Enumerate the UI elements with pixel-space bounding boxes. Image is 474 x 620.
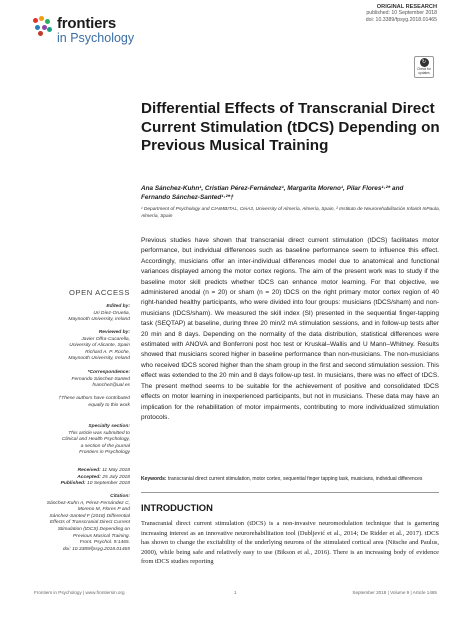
reviewer-1-name[interactable]: Javier Olfra-Cucarella, — [81, 336, 130, 342]
published-label: Published: — [60, 481, 86, 487]
equal-contribution-line-2: equally to this work — [88, 402, 130, 408]
reviewed-by-label: Reviewed by: — [98, 330, 130, 335]
correspondence-name: Fernando Sánchez-Santed — [71, 376, 130, 382]
citation-block — [35, 494, 130, 553]
abstract: Previous studies have shown that transcranial direct current stimulation (tDCS) facilitates motor performance, but individual differences such as baseline performance seem to influence this effect. Accordingly, musicians offer an inter-individual differences model due to anatomical and functional variances displayed among the motor cortex regions. The aim of the present work was to study if the baseline motor skill predicts whether tDCS can enhance motor learning. For that objective, we administered anodal (n = 20) or sham (n = 20) tDCS on the right primary motor cortex region of 40 right-handed healthy participants, who were divided into four groups: musicians (tDCS/sham) and non-musicians (tDCS/sham). We measured the skill index (SI) presented in the sequential finger-tapping task (SEQTAP) at baseline, during three 20 min/2 mA stimulation sessions, and in follow-up tests after 20 min and 8 days. Depending on the normality of the data distribution, statistical differences were estimated with ANOVA and Bonferroni post hoc test or Kruskal–Wallis and U Mann–Whitney. Results showed that musicians scored higher in baseline performance than non-musicians. The non-musicians who received tDCS scored higher than the sham group in the first and second stimulation session. This effect was extended to the 20 min and 8 days follow-up test. In musicians, there was no effect of tDCS. The present method seems to be suitable for the achievement of positive and consolidated tDCS effects on motor learning in inexperienced participants, but not in musicians. These data may have an implication for the rehabilitation of motor impairments, contributing to more individualized stimulation protocols. — [141, 237, 439, 421]
introduction-heading: INTRODUCTION — [141, 502, 213, 513]
correspondence-email[interactable]: fsanchez@ual.es — [92, 383, 130, 389]
equal-contribution-line-1: †These authors have contributed — [58, 396, 130, 401]
author-list — [141, 184, 441, 203]
footer-volume-info: September 2018 | Volume 9 | Article 1465 — [352, 590, 437, 595]
frontiers-dots-icon — [33, 16, 53, 38]
edited-by-label: Edited by: — [106, 304, 130, 309]
published-date: published: 10 September 2018 — [366, 10, 437, 17]
specialty-line-4: Frontiers in Psychology — [79, 450, 130, 456]
specialty-line-2: Clinical and Health Psychology, — [61, 437, 130, 443]
correspondence-label: *Correspondence: — [87, 370, 130, 375]
received-value: 11 May 2018 — [102, 468, 130, 473]
page-header — [0, 0, 474, 80]
specialty-section-label: Specialty section: — [88, 424, 130, 429]
logo-journal-name: in Psychology — [57, 31, 135, 45]
refresh-icon: ↻ — [420, 58, 429, 67]
authors-line-2[interactable]: Fernando Sánchez-Santed¹·²*† — [141, 194, 234, 202]
reviewer-2-affiliation: Maynooth University, Ireland — [68, 356, 130, 362]
editor-name[interactable]: Uri Díez-Oruetia, — [93, 310, 130, 316]
footer-journal-link[interactable]: Frontiers in Psychology | www.frontiersin.org — [34, 590, 125, 595]
doi-link[interactable]: doi: 10.3389/fpsyg.2018.01465 — [365, 16, 437, 23]
citation-line-3: Sánchez-Santed F (2018) Differential — [49, 513, 130, 519]
keywords-label: Keywords: — [141, 476, 167, 482]
page-number: 1 — [234, 590, 237, 595]
citation-line-5: Stimulation (tDCS) Depending on — [57, 526, 130, 532]
published-date-side — [35, 481, 130, 488]
accepted-label: Accepted: — [77, 474, 101, 480]
open-access-label: OPEN ACCESS — [68, 288, 130, 297]
frontiers-logo[interactable] — [33, 16, 163, 46]
reviewed-by-block — [35, 330, 130, 363]
check-for-updates-label: Check for updates — [417, 67, 431, 75]
citation-line-7: Front. Psychol. 9:1465. — [79, 540, 130, 546]
introduction-text: Transcranial direct current stimulation (tDCS) is a non-invasive neuromodulation technique that is garnering increasing interest as an innovative neurorehabilitation tool (Dubljević et al., 2014; De Ridder et al., 2017). tDCS has shown to change the excitability of the underlying neurons of the stimulated cortical area (Nitsche and Paulus, 2000), while being safe and relatively easy to use (Bikson et al., 2016). There is an increasing body of evidence from tDCS studies reporting — [141, 520, 439, 566]
authors-line-1[interactable]: Ana Sánchez-Kuhn¹, Cristian Pérez-Fernández¹, Margarita Moreno¹, Pilar Flores¹·²* and — [141, 185, 404, 192]
reviewer-1-affiliation: University of Alicante, Spain — [69, 343, 130, 349]
article-title: Differential Effects of Transcranial Direct Current Stimulation (tDCS) Depending on Previous Musical Training — [141, 100, 440, 154]
edited-by-block — [35, 304, 130, 324]
editor-affiliation: Maynooth University, Ireland — [68, 317, 130, 323]
citation-line-6: Previous Musical Training. — [73, 533, 130, 539]
article-type: ORIGINAL RESEARCH — [376, 4, 437, 10]
received-date — [35, 468, 130, 475]
citation-label: Citation: — [110, 494, 130, 499]
affiliations: ¹ Department of Psychology and CIAIMBITAL, CeiA3, University of Almería, Almería, Spain, ² Instituto de Neurorehabilitación InfantiI InPaula, Almería, Spain — [141, 207, 440, 220]
published-value: 10 September 2018 — [87, 481, 130, 487]
section-divider — [141, 492, 439, 493]
article-meta — [366, 4, 437, 23]
check-for-updates-button[interactable] — [414, 56, 434, 78]
dates-block — [35, 468, 130, 488]
accepted-value: 25 July 2018 — [102, 474, 130, 480]
equal-contribution-note — [35, 396, 130, 409]
citation-line-1: Sánchez-Kuhn A, Pérez-Fernández C, — [46, 500, 130, 506]
specialty-line-1: This article was submitted to — [68, 430, 130, 436]
keywords-list: transcranial direct current stimulation, motor cortex, sequential finger tapping task, musicians, individual differences — [167, 476, 423, 482]
received-label: Received: — [77, 468, 101, 473]
citation-line-4: Effects of Transcranial Direct Current — [49, 520, 130, 526]
correspondence-block — [35, 370, 130, 390]
reviewer-2-name[interactable]: Richard A. P. Roche, — [85, 349, 130, 355]
specialty-line-3: a section of the journal — [80, 443, 130, 449]
page-footer — [0, 590, 474, 602]
specialty-section-block — [35, 424, 130, 457]
logo-word: frontiers — [57, 15, 117, 32]
citation-doi[interactable]: doi: 10.3389/fpsyg.2018.01465 — [62, 546, 130, 552]
citation-line-2: Moreno M, Flores P and — [77, 507, 130, 513]
keywords — [141, 476, 439, 483]
